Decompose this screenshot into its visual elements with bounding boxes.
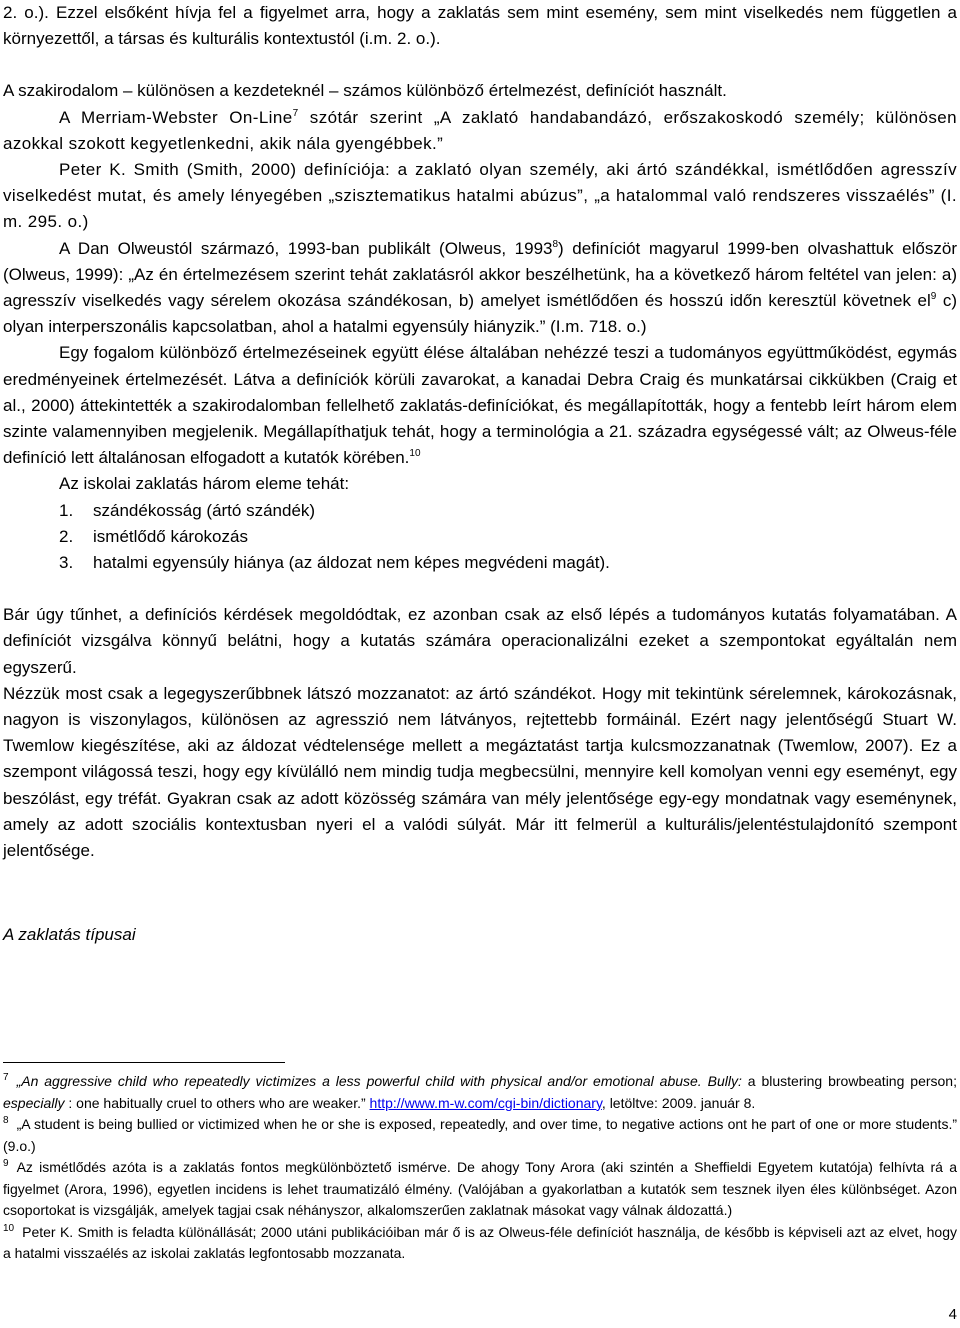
footnote-divider	[3, 1062, 285, 1063]
paragraph: Egy fogalom különböző értelmezéseinek együtt élése általában nehézzé teszi a tudományos együttműködést, egymás eredményeinek értelmezését. Látva a definíciók körüli zavarokat, a kanadai Debra Craig és munkatársai cikkükben (Craig et al., 2000) áttekintették a szakirodalomban fellelhető zaklatás-definíciókat, és megállapították, hogy a fentebb leírt három elem szinte valamennyiben megjelenik. Megállapíthatjuk tehát, hogy a terminológia a 21. századra egységessé vált; az Olweus-féle definíció lett általánosan elfogadott a kutatók körében.$^{10}$	[3, 343, 957, 468]
body-text	[3, 0, 957, 949]
list-item: 2. ismétlődő károkozás	[59, 526, 248, 546]
footnote-ref-8[interactable]: 8	[552, 238, 559, 250]
list-item: 1. szándékosság (ártó szándék)	[59, 500, 316, 520]
paragraph: A szakirodalom – különösen a kezdeteknél – számos különböző értelmezést, definíciót használt.	[3, 81, 727, 101]
footnote-8: $^8$ „A student is being bullied or victimized when he or she is exposed, repeatedly, and over time, to negative actions ont he part of one or more students.” (9.o.)	[3, 1115, 957, 1154]
dictionary-link[interactable]: http://www.m-w.com/cgi-bin/dictionary	[369, 1094, 602, 1111]
paragraph: Nézzük most csak a legegyszerűbbnek látszó mozzanatot: az ártó szándékot. Hogy mit tekintünk sérelemnek, károkozásnak, nagyon is viszonylagos, különösen az agresszió nem látványos, rejtettebb formáinál. Ezért nagy jelentőségű Stuart W. Twemlow kiegészítése, aki az áldozat védtelensége mellett a megáztatást tartja kulcsmozzanatnak (Twemlow, 2007). Ez a szempont világossá teszi, hogy egy kívülálló nem mindig tudja megbecsülni, mennyire kell komolyan venni egy eseményt, egy beszólást, egy tréfát. Gyakran csak az adott közösség számára van mély jelentősége egy-egy mondatnak vagy eseménynek, amely az adott szociális kontextusban nyeri el a valódi súlyát. Már itt felmerül a kulturális/jelentéstulajdonító szempont jelentősége.	[3, 683, 957, 861]
list-item: 3. hatalmi egyensúly hiánya (az áldozat nem képes megvédeni magát).	[59, 553, 610, 573]
page-number: 4	[948, 1306, 957, 1323]
footnote-7: $^7$ „An aggressive child who repeatedly victimizes a less powerful child with physical and/or emotional abuse. Bully: a blustering browbeating person; especially : one habitually cruel to others who are weaker.” http://www.m-w.com/cgi-bin/dictionary, letöltve: 2009. január 8.	[3, 1072, 957, 1111]
section-title: A zaklatás típusai	[3, 925, 136, 945]
paragraph: A Dan Olweustól származó, 1993-ban publikált (Olweus, 1993$^8$) definíciót magyarul 1999-ben olvashattuk először (Olweus, 1999): „Az én értelmezésem szerint tehát zaklatásról akkor beszélhetünk, ha a következő három feltétel van jelen: a) agresszív viselkedés vagy sérelem okozása szándékosan, b) amelyet ismétlődően és hosszú időn keresztül követnek $el^9$ c) olyan interperszonális kapcsolatban, ahol a hatalmi egyensúly hiányzik.” (I.m. 718. o.)	[3, 238, 957, 337]
footnotes	[3, 1071, 957, 1265]
list-lead: Az iskolai zaklatás három eleme tehát:	[59, 474, 350, 494]
paragraph: A Merriam-Webster On-Line$^7$ szótár szerint „A zaklató handabandázó, erőszakoskodó személy; különösen azokkal szokott kegyetlenkedni, akik nála gyengébbek.”	[3, 107, 958, 153]
document-page	[3, 0, 957, 1328]
footnote-ref-9[interactable]: 9	[930, 291, 937, 303]
footnote-ref-7[interactable]: 7	[292, 107, 299, 119]
footnote-9: $^9$ Az ismétlődés azóta is a zaklatás fontos megkülönböztető ismérve. De ahogy Tony Arora (aki szintén a Sheffieldi Egyetem kutatója) felhívta rá a figyelmet (Arora, 1996), egyetlen incidens is lehet traumatizáló élmény. (Valójában a gyakorlatban a kutatók sem tesznek ilyen éles különbséget. Azon csoportokat is vizsgálják, amelyek tagjai csak néhányszor, alkalomszerűen zaklatnak másokat vagy válnak áldozattá.)	[3, 1158, 957, 1218]
footnote-ref-10[interactable]: 10	[409, 448, 421, 460]
paragraph: 2. o.). Ezzel elsőként hívja fel a figyelmet arra, hogy a zaklatás sem mint esemény, sem mint viselkedés nem független a környezettől, a társas és kulturális kontextustól (i.m. 2. o.).	[3, 3, 957, 49]
footnote-10: $^{10}$ Peter K. Smith is feladta különállását; 2000 utáni publikációiban már ő is az Olweus-féle definíciót használja, de később is képviseli azt az elvet, hogy a hatalmi visszaélés az iskolai zaklatás legfontosabb mozzanata.	[3, 1222, 957, 1261]
paragraph: Bár úgy tűnhet, a definíciós kérdések megoldódtak, ez azonban csak az első lépés a tudományos kutatás folyamatában. A definíciót vizsgálva könnyű belátni, hogy a kutatás számára operacionalizálni ezeket a szempontokat egyáltalán nem egyszerű.	[3, 605, 957, 677]
paragraph: Peter K. Smith (Smith, 2000) definíciója: a zaklató olyan személy, aki ártó szándékkal, ismétlődően agresszív viselkedést mutat, és amely lényegében „szisztematikus hatalmi abúzus”, „a hatalommal való rendszeres visszaélés” (I. m. 295. o.)	[3, 160, 957, 232]
